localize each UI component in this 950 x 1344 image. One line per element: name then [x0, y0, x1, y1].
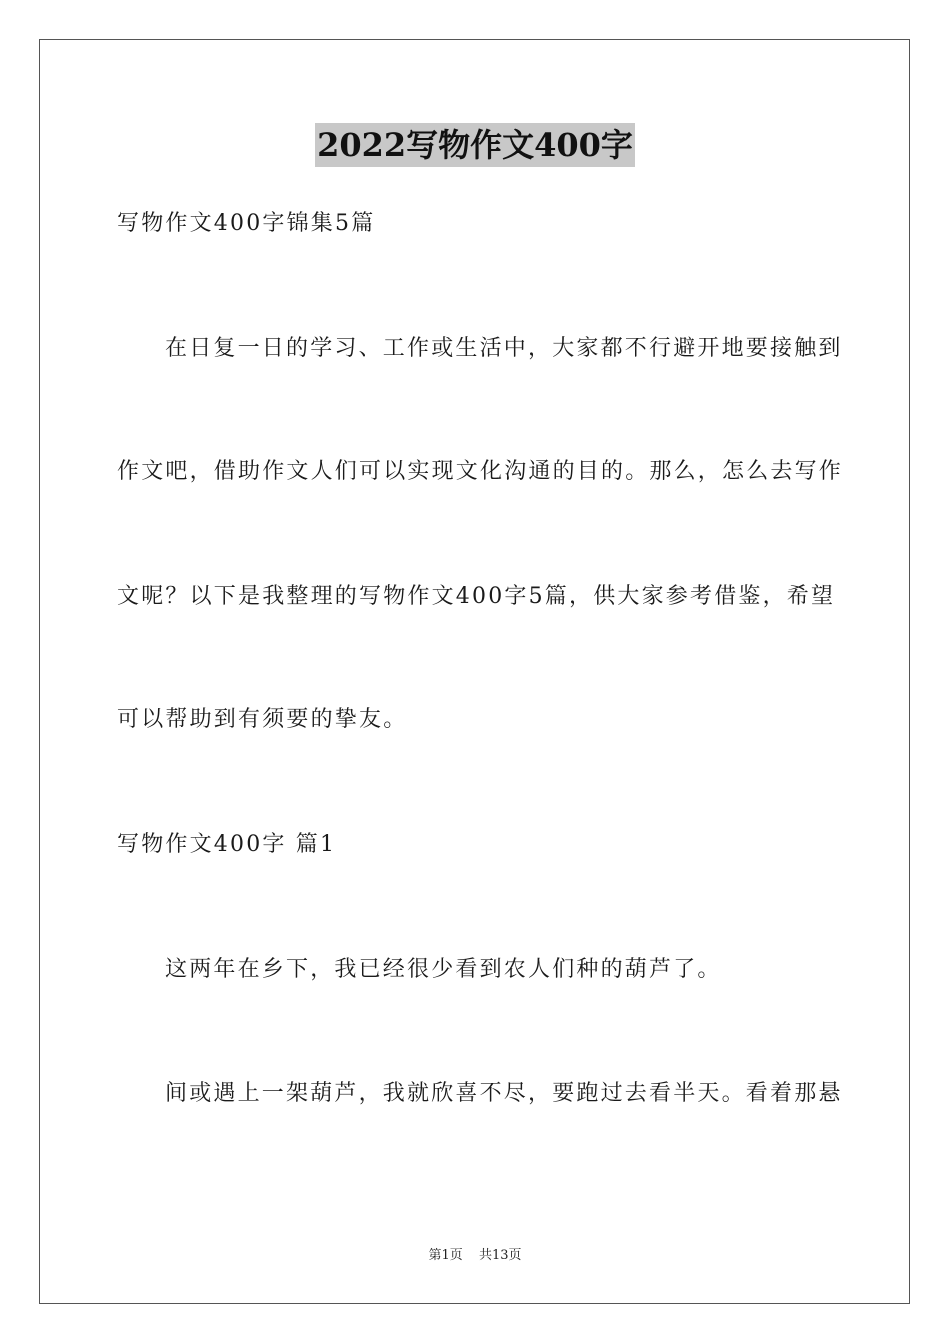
page-number: 第1页: [428, 1248, 463, 1263]
intro-line-1: 在日复一日的学习、工作或生活中，大家都不行避开地要接触到: [165, 336, 843, 361]
body-line-2: 间或遇上一架葫芦，我就欣喜不尽，要跑过去看半天。看着那悬: [165, 1081, 843, 1106]
page-total: 共13页: [478, 1248, 522, 1263]
intro-line-4: 可以帮助到有须要的挚友。: [117, 707, 408, 732]
title-container: [0, 123, 950, 167]
intro-line-3: 文呢？以下是我整理的写物作文400字5篇，供大家参考借鉴，希望: [117, 584, 836, 609]
document-title: 2022写物作文400字: [315, 123, 635, 167]
intro-line-2: 作文吧，借助作文人们可以实现文化沟通的目的。那么，怎么去写作: [117, 459, 844, 484]
page-footer: [0, 1247, 950, 1265]
body-line-1: 这两年在乡下，我已经很少看到农人们种的葫芦了。: [165, 957, 722, 982]
section-heading: 写物作文400字 篇1: [117, 832, 337, 857]
document-subtitle: 写物作文400字锦集5篇: [117, 211, 376, 236]
